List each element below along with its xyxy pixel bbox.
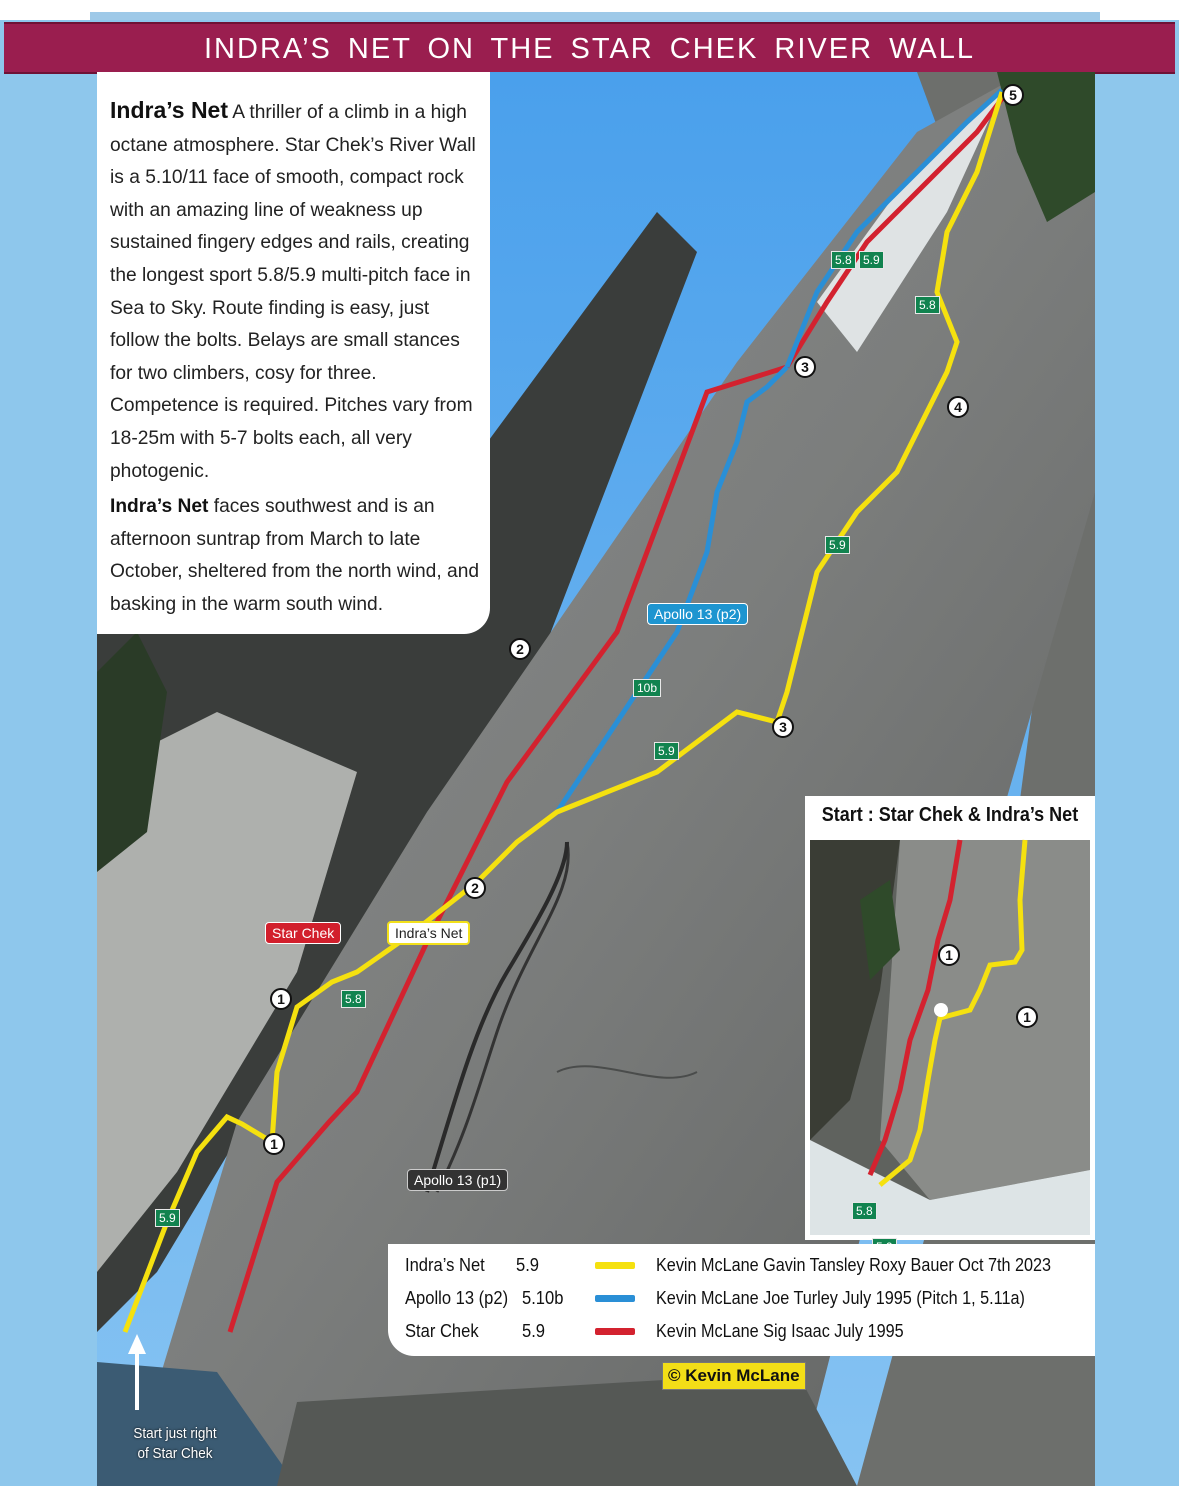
legend-swatch-blue bbox=[595, 1295, 635, 1302]
route-description bbox=[97, 72, 490, 634]
legend-row-apollo bbox=[388, 1284, 1095, 1314]
legend-route-name: Apollo 13 (p2) bbox=[405, 1288, 509, 1308]
description-paragraph: faces southwest and is an afternoon suntrap from March to late October, sheltered from the north wind, and basking in the warm south wind. bbox=[110, 496, 480, 615]
grade-badge: 5.8 bbox=[831, 251, 856, 269]
belay-marker: 1 bbox=[270, 988, 292, 1010]
legend-route-grade: 5.9 bbox=[516, 1255, 540, 1275]
description-route-name: Indra’s Net bbox=[110, 496, 209, 518]
legend-route-credits: Kevin McLane Gavin Tansley Roxy Bauer Oct 7th 2023 bbox=[656, 1255, 1052, 1275]
grade-badge: 5.9 bbox=[859, 251, 884, 269]
inset-belay-marker: 1 bbox=[1016, 1006, 1038, 1028]
start-note-line: of Star Chek bbox=[137, 1445, 213, 1462]
belay-marker: 3 bbox=[772, 716, 794, 738]
legend-route-grade: 5.10b bbox=[522, 1288, 564, 1308]
inset-title: Start : Star Chek & Indra’s Net bbox=[821, 804, 1079, 826]
title-banner bbox=[4, 22, 1175, 74]
belay-marker: 4 bbox=[947, 396, 969, 418]
legend-route-name: Indra’s Net bbox=[405, 1255, 485, 1275]
indras-net-label: Indra’s Net bbox=[387, 921, 470, 945]
inset-slab bbox=[880, 840, 1090, 1200]
apollo-p2-label: Apollo 13 (p2) bbox=[647, 603, 748, 625]
apollo-p1-label: Apollo 13 (p1) bbox=[407, 1169, 508, 1191]
belay-marker: 2 bbox=[509, 638, 531, 660]
description-paragraph: A thriller of a climb in a high octane atmosphere. Star Chek’s River Wall is a 5.10/11 face of smooth, compact rock with an amazing line of weakness up sustained fingery edges and rails, creating the longest sport 5.8/5.9 multi-pitch face in Sea to Sky. Route finding is easy, just follow the bolts. Belays are small stances for two climbers, cosy for three. Competence is required. Pitches vary from 18-25m with 5-7 bolts each, all very photogenic. bbox=[110, 102, 476, 482]
start-note-line: Start just right bbox=[133, 1425, 217, 1442]
belay-marker: 5 bbox=[1002, 84, 1024, 106]
grade-badge: 10b bbox=[633, 679, 661, 697]
inset-photo bbox=[810, 840, 1090, 1235]
grade-badge: 5.9 bbox=[155, 1209, 180, 1227]
legend-swatch-yellow bbox=[595, 1262, 635, 1269]
legend-swatch-red bbox=[595, 1328, 635, 1335]
inset-grade-badge: 5.8 bbox=[852, 1202, 877, 1220]
legend-row-star-chek bbox=[388, 1317, 1095, 1347]
route-legend bbox=[388, 1244, 1095, 1356]
legend-route-credits: Kevin McLane Sig Isaac July 1995 bbox=[656, 1321, 904, 1341]
inset-bolt-dot bbox=[934, 1003, 948, 1017]
grade-badge: 5.8 bbox=[341, 990, 366, 1008]
grade-badge: 5.9 bbox=[654, 742, 679, 760]
belay-marker: 2 bbox=[464, 877, 486, 899]
star-chek-label: Star Chek bbox=[265, 922, 341, 944]
description-heading: Indra’s Net bbox=[110, 97, 229, 123]
legend-row-indras-net bbox=[388, 1251, 1095, 1281]
belay-marker: 1 bbox=[263, 1133, 285, 1155]
start-note bbox=[121, 1424, 229, 1464]
legend-route-grade: 5.9 bbox=[522, 1321, 546, 1341]
belay-marker: 3 bbox=[794, 356, 816, 378]
inset-belay-marker: 1 bbox=[938, 944, 960, 966]
grade-badge: 5.9 bbox=[825, 536, 850, 554]
inset-drawing bbox=[810, 840, 1090, 1235]
start-inset bbox=[805, 796, 1095, 1240]
legend-route-credits: Kevin McLane Joe Turley July 1995 (Pitch 1, 5.11a) bbox=[656, 1288, 1025, 1308]
page-title: INDRA’S NET ON THE STAR CHEK RIVER WALL bbox=[204, 33, 975, 65]
copyright-badge: © Kevin McLane bbox=[662, 1362, 806, 1390]
grade-badge: 5.8 bbox=[915, 296, 940, 314]
legend-route-name: Star Chek bbox=[405, 1321, 479, 1341]
